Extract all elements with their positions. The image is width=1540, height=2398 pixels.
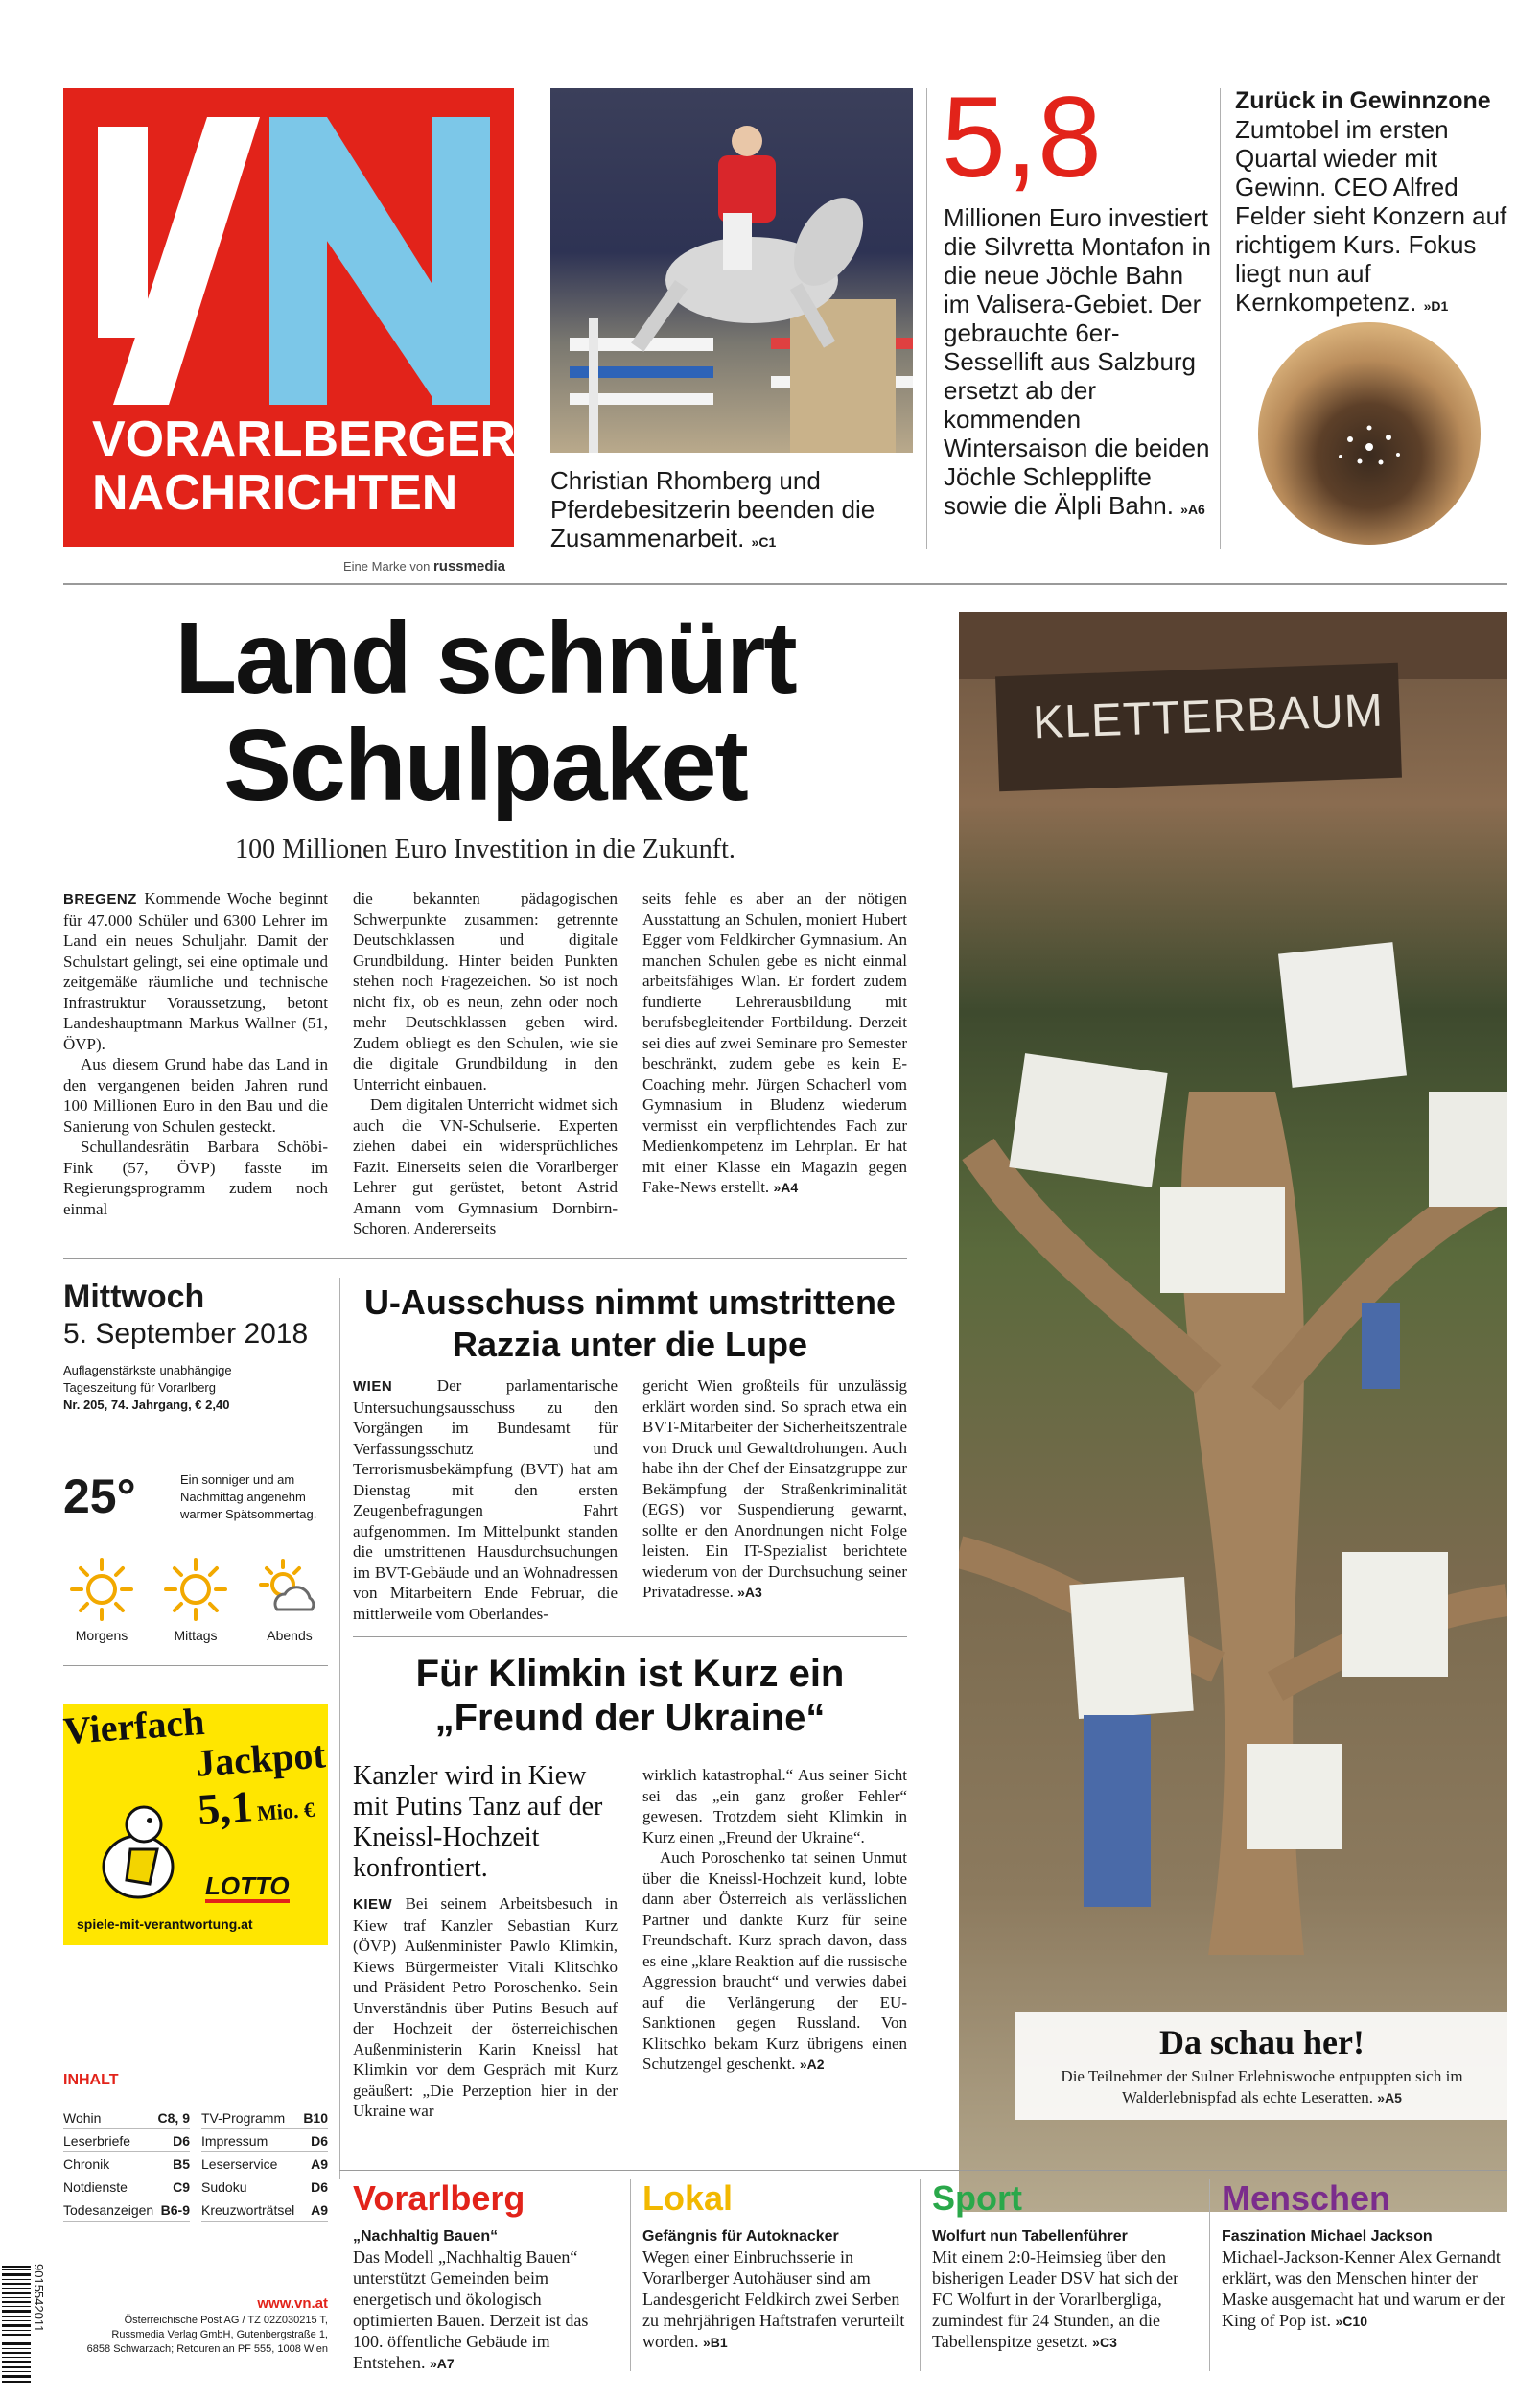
section-vorarlberg-text: Das Modell „Nachhaltig Bauen“ unterstützt Gemeinden beim energetisch und ökologisch optimierten Bauen. Derzeit ist das 100. öffentliche Gebäude im Entstehen. [353,2247,589,2372]
section-vorarlberg-subhead: „Nachhaltig Bauen“ [353,2228,499,2245]
tree-illustration [959,612,1507,2212]
zumtobel-teaser[interactable] [1235,86,1507,320]
klimkin-dateline: KIEW [353,1896,393,1913]
uausschuss-headline[interactable] [353,1281,907,1366]
section-lokal-body [642,2246,907,2353]
lead-col2-p2: Dem digitalen Unterricht widmet sich auch die VN-Schulserie. Experten ziehen dabei ein widersprüchliches Fazit. Einerseits seien die Vorarlberger Lehrer gut gerüstet, betont Astrid Amann vom Gymnasium Dornbirn-Schoren. Andererseits [353,1095,618,1237]
klimkin-col1-text: Bei seinem Arbeitsbesuch in Kiew traf Kanzler Sebastian Kurz (ÖVP) Außenminister Pawlo Klimkin, Kiews Bürgermeister Vitali Klitschko und Präsident Petro Poroschenko. Sein Unverständnis über Putins Besuch auf der Hochzeit der österreichischen Außenministerin Karin Kneissl hat Klimkin vor dem Gespräch mit Kurz geäußert: „Die Perzeption hier in der Ukraine war [353,1894,618,2120]
lead-col2-p1: die bekannten pädagogischen Schwerpunkte zusammen: getrennte Deutschklassen und digitale Grundbildung. Hinter beiden Punkten stehen noch Fragezeichen. So ist noch nicht fix, ob es neun, zehn oder noch mehr Deutschklassen geben wird. Zudem obliegt es den Schulen, wie sie die digitale Grundbildung in den Unterricht einbauen. [353,889,618,1093]
barcode [2,2264,52,2385]
lead-dateline: BREGENZ [63,891,137,907]
uausschuss-dateline: WIEN [353,1378,393,1395]
contents-right [201,2106,328,2222]
uausschuss-col1-text: Der parlamentarische Untersuchungsausschuss zu den Vorgängen im Bundesamt für Verfassungsschutz und Terrorismusbekämpfung (BVT) hat am Dienstag mit den ersten Zeugenbefragungen Fahrt aufgenommen. Im Mittelpunkt standen die umstrittenen Hausdurchsuchungen im BVT-Gebäude und an Wohnadressen von Mitarbeitern Ende Februar, die mittlerweile vom Oberlandes- [353,1376,618,1623]
section-menschen[interactable] [1222,2179,1507,2332]
uausschuss-col-2 [642,1375,907,1604]
lead-col3-p1: seits fehle es aber an der nötigen Ausstattung an Schulen, moniert Hubert Egger vom Feldkircher Gymnasium. An manchen Schulen gebe es nicht einmal arbeitsfähiges Wlan. Er fordert zudem fundierte Lehrerausbildung mit berufsbegleitender Fortbildung. Derzeit sei dies auf zwei Seminare pro Semester beschränkt, zudem gebe es kein E-Coaching mehr. Jürgen Schacherl vom Gymnasium in Bludenz wiederum vermisst ein verpflichtendes Fach zur Medienkompetenz im Lehrplan. Er hat mit einer Klasse ein Magazin gegen Fake-News erstellt. [642,889,907,1196]
zumtobel-body [1235,115,1507,320]
section-menschen-ref[interactable]: »C10 [1335,2314,1367,2329]
contents-entry-page: C8, 9 [157,2109,190,2126]
contents-entry-page: B6-9 [160,2201,190,2218]
section-vorarlberg-title: Vorarlberg [353,2178,525,2218]
date-weekday: Mittwoch [63,1279,205,1315]
section-menschen-title: Menschen [1222,2178,1391,2218]
masthead-line2: NACHRICHTEN [92,465,458,521]
lead-col-1 [63,888,328,1219]
contents-entry-page: A9 [311,2201,328,2218]
contents-row[interactable] [63,2106,190,2129]
rhomberg-text: Christian Rhomberg und Pferdebesitzerin beenden die Zusammenarbeit. [550,466,875,552]
contents-row[interactable] [201,2152,328,2175]
uausschuss-headline-line1: U-Ausschuss nimmt umstrittene [363,1282,897,1322]
barcode-number: 9015542011 [32,2264,46,2333]
lotto-line2: Jackpot [194,1732,327,1785]
kletterbaum-photo [959,612,1507,2212]
photo-caption-box[interactable] [1015,2012,1507,2120]
weather-slot-mittags [157,1556,234,1643]
uausschuss-headline-line2: Razzia unter die Lupe [452,1325,808,1364]
divider-top-1 [926,88,927,549]
weather-slot-abends [251,1556,328,1643]
masthead-logo[interactable] [63,88,517,547]
lead-subheadline: 100 Millionen Euro Investition in die Zukunft. [235,835,735,864]
contents-entry-name: TV-Programm [201,2109,286,2126]
contents-entry-name: Chronik [63,2155,110,2172]
lotto-mascot-icon [81,1792,196,1907]
date-box [63,1278,328,1414]
weather-label-abends: Abends [267,1628,313,1643]
section-vorarlberg-ref[interactable]: »A7 [429,2356,455,2371]
photo-caption-body [1022,2066,1502,2108]
section-sport-title: Sport [932,2178,1022,2218]
contents-entry-page: D6 [173,2132,190,2149]
contents-entry-name: Sudoku [201,2178,247,2195]
silvretta-text: Millionen Euro investiert die Silvretta Montafon in die neue Jöchle Bahn im Valisera-Gebiet. Der gebrauchte 6er-Sessellift aus Salzburg ersetzt ab der kommenden Wintersaison die beiden Jöchle Schlepplifte sowie die Älpli Bahn. [944,203,1211,520]
lead-col-2 [353,888,618,1239]
kletterbaum-sign: KLETTERBAUM [1032,685,1385,749]
section-menschen-text: Michael-Jackson-Kenner Alex Gernandt erklärt, was den Menschen hinter der Maske ausgemacht hat und warum er der King of Pop ist. [1222,2247,1505,2330]
section-lokal-title: Lokal [642,2178,734,2218]
footer-line3: 6858 Schwarzach; Retouren an PF 555, 1008 Wien [86,2343,328,2355]
divider-sections [339,2170,1507,2171]
lotto-brand: LOTTO [205,1872,290,1903]
weather-label-morgens: Morgens [75,1628,128,1643]
footer-website[interactable]: www.vn.at [257,2295,328,2312]
contents-entry-name: Kreuzworträtsel [201,2201,295,2218]
contents-row[interactable] [201,2129,328,2152]
klimkin-col2-p1: wirklich katastrophal.“ Aus seiner Sicht sei das „ein ganz großer Fehler“ gewesen. Trotzdem sieht Klimkin in Kurz einen „Freund der Ukraine“. [642,1766,907,1846]
zumtobel-text: Zumtobel im ersten Quartal wieder mit Gewinn. CEO Alfred Felder sieht Konzern auf richtigem Kurs. Fokus liegt nun auf Kernkompetenz. [1235,115,1507,317]
lead-headline-line1: Land schnürt [175,601,796,715]
section-vorarlberg-body [353,2246,618,2374]
masthead-line1: VORARLBERGER [92,411,517,467]
klimkin-col-1 [353,1893,618,2122]
divider-section-3 [1209,2179,1210,2371]
weather-description: Ein sonniger und am Nachmittag angenehm warmer Spätsommertag. [180,1472,317,1521]
sun-icon [162,1556,229,1623]
contents-entry-page: A9 [311,2155,328,2172]
footer-line1: Österreichische Post AG / TZ 02Z030215 T, [124,2315,328,2326]
divider-uausschuss [353,1636,907,1637]
contents-row[interactable] [201,2106,328,2129]
contents-entry-name: Impressum [201,2132,268,2149]
klimkin-ref[interactable]: »A2 [799,2057,825,2072]
date-tagline1: Auflagenstärkste unabhängige [63,1363,232,1377]
section-sport-body [932,2246,1197,2353]
contents-entry-name: Leserservice [201,2155,278,2172]
zumtobel-headline: Zurück in Gewinnzone [1235,87,1491,114]
brand-name: russmedia [432,558,505,575]
klimkin-headline[interactable] [353,1652,907,1740]
contents-row[interactable] [201,2175,328,2198]
horse-jump-illustration [550,88,913,453]
section-vorarlberg[interactable] [353,2179,618,2374]
contents-entry-name: Leserbriefe [63,2132,131,2149]
weather-temperature: 25° [63,1469,136,1523]
contents-title: INHALT [63,2072,119,2088]
klimkin-headline-line2: „Freund der Ukraine“ [434,1697,826,1739]
photo-caption-ref[interactable]: »A5 [1377,2090,1402,2105]
section-menschen-body [1222,2246,1507,2332]
contents-left [63,2106,190,2222]
section-lokal-text: Wegen einer Einbruchsserie in Vorarlberger Autohäuser sind am Landesgericht Feldkirch zwei Serben zu mehrjährigen Haftstrafen verurteilt worden. [642,2247,905,2351]
lead-col-3 [642,888,907,1199]
klimkin-col-2 [642,1765,907,2076]
section-sport-ref[interactable]: »C3 [1092,2335,1117,2350]
klimkin-col2-p2: Auch Poroschenko tat seinen Unmut über die Kneissl-Hochzeit kund, lobte dann aber Österreich als verlässlichen Partner und dankte Kurz für seine Freundschaft. Kurz sprach davon, dass es eine „klare Reaktion auf die russische Aggression braucht“ und verwies dabei auf die Verlängerung der EU-Sanktionen gegen Russland. Von Klitschko bekam Kurz übrigens einen Schutzengel geschenkt. [642,1848,907,2073]
divider-lead [63,1258,907,1259]
contents-row[interactable] [63,2198,190,2222]
rhomberg-teaser[interactable] [550,466,913,556]
section-lokal[interactable] [642,2179,907,2353]
contents-row[interactable] [63,2152,190,2175]
contents-entry-name: Todesanzeigen [63,2201,154,2218]
photo-caption-title: Da schau her! [1159,2023,1365,2061]
lead-col1-intro: Kommende Woche beginnt für 47.000 Schüler und 6300 Lehrer im Land ein neues Schuljahr. Damit der Schulstart gelingt, sei eine optimale und zeitgemäße räumliche und technische Infrastruktur Voraussetzung, betont Landeshauptmann Markus Wallner (51, ÖVP). [63,889,329,1053]
divider-weather [63,1665,328,1666]
lotto-url: spiele-mit-verantwortung.at [77,1916,253,1932]
photo-caption-text: Die Teilnehmer der Sulner Erlebniswoche entpuppten sich im Walderlebnispfad als echte Leseratten. [1061,2067,1463,2106]
silvretta-number: 5,8 [942,73,1102,201]
lead-headline[interactable] [63,601,907,822]
contents-row[interactable] [63,2129,190,2152]
uausschuss-col2-text: gericht Wien großteils für unzulässig erklärt worden sind. So sprach etwa ein BVT-Mitarbeiter der Sicherheitszentrale von Druck und Gewaltdrohungen. Auch habe ihn der Chef der Einsatzgruppe zur Bekämpfung der Straßenkriminalität (EGS) vor Suspendierung gewarnt, sollte er den Anordnungen nicht Folge leisten. Ein IT-Spezialist berichtete wiederum von der Durchsuchung seiner Privatadresse. [642,1376,907,1601]
sun-cloud-icon [256,1556,323,1623]
uausschuss-ref[interactable]: »A3 [737,1585,762,1600]
contents-entry-page: C9 [173,2178,190,2195]
lotto-ad[interactable] [61,1699,328,1945]
uausschuss-col-1 [353,1375,618,1624]
klimkin-deck: Kanzler wird in Kiew mit Putins Tanz auf der Kneissl-Hochzeit konfrontiert. [353,1761,603,1883]
date-issue: Nr. 205, 74. Jahrgang, € 2,40 [63,1398,230,1412]
divider-left-column [339,1278,340,2179]
lotto-amount-box [196,1776,315,1835]
barcode-graphic [2,2264,31,2385]
divider-masthead [63,583,1507,585]
brand-note-text: Eine Marke von [343,559,431,574]
divider-section-1 [630,2179,631,2371]
date-tagline2: Tageszeitung für Vorarlberg [63,1380,216,1395]
weather-label-mittags: Mittags [174,1628,218,1643]
lotto-amount: 5,1 [196,1781,255,1835]
lotto-line1: Vierfach [61,1699,206,1753]
divider-section-2 [920,2179,921,2371]
lotto-unit: Mio. € [256,1797,315,1825]
section-lokal-subhead: Gefängnis für Autoknacker [642,2228,839,2245]
contents-entry-page: B5 [173,2155,190,2172]
rhomberg-photo [550,88,913,453]
contents-row[interactable] [201,2198,328,2222]
contents-entry-page: B10 [303,2109,328,2126]
vn-logo-mark [63,88,514,405]
contents-entry-name: Notdienste [63,2178,128,2195]
contents-entry-name: Wohin [63,2109,102,2126]
lead-ref[interactable]: »A4 [773,1180,799,1195]
contents-entry-page: D6 [311,2132,328,2149]
section-sport-subhead: Wolfurt nun Tabellenführer [932,2228,1128,2245]
lead-col1-p2: Aus diesem Grund habe das Land in den vergangenen beiden Jahren rund 100 Millionen Euro in den Bau und die Sanierung von Schulen gesteckt. [63,1055,328,1136]
contents-row[interactable] [63,2175,190,2198]
section-sport-text: Mit einem 2:0-Heimsieg über den bisherigen Leader DSV hat sich der FC Wolfurt in der Vorarlbergliga, zumindest für 24 Stunden, an die Tabellenspitze gesetzt. [932,2247,1179,2351]
rhomberg-ref[interactable]: »C1 [751,534,777,550]
footer-line2: Russmedia Verlag GmbH, Gutenbergstraße 1, [111,2329,328,2340]
zumtobel-lamp-photo [1258,322,1481,545]
silvretta-teaser[interactable] [944,203,1216,524]
klimkin-headline-line1: Für Klimkin ist Kurz ein [415,1653,845,1695]
lead-col1-p3: Schullandesrätin Barbara Schöbi-Fink (57, ÖVP) fasste im Regierungsprogramm zudem noch einmal [63,1138,328,1218]
zumtobel-ref[interactable]: »D1 [1423,298,1449,314]
lamp-lights [1258,322,1481,545]
date-full: 5. September 2018 [63,1318,309,1350]
contents-entry-page: D6 [311,2178,328,2195]
brand-note [343,558,505,575]
section-menschen-subhead: Faszination Michael Jackson [1222,2228,1433,2245]
footer-info [56,2294,328,2357]
sun-icon [68,1556,135,1623]
weather-slot-morgens [63,1556,140,1643]
section-lokal-ref[interactable]: »B1 [702,2335,728,2350]
lead-headline-line2: Schulpaket [223,709,747,822]
divider-top-2 [1220,88,1221,549]
section-sport[interactable] [932,2179,1197,2353]
silvretta-ref[interactable]: »A6 [1180,502,1205,517]
